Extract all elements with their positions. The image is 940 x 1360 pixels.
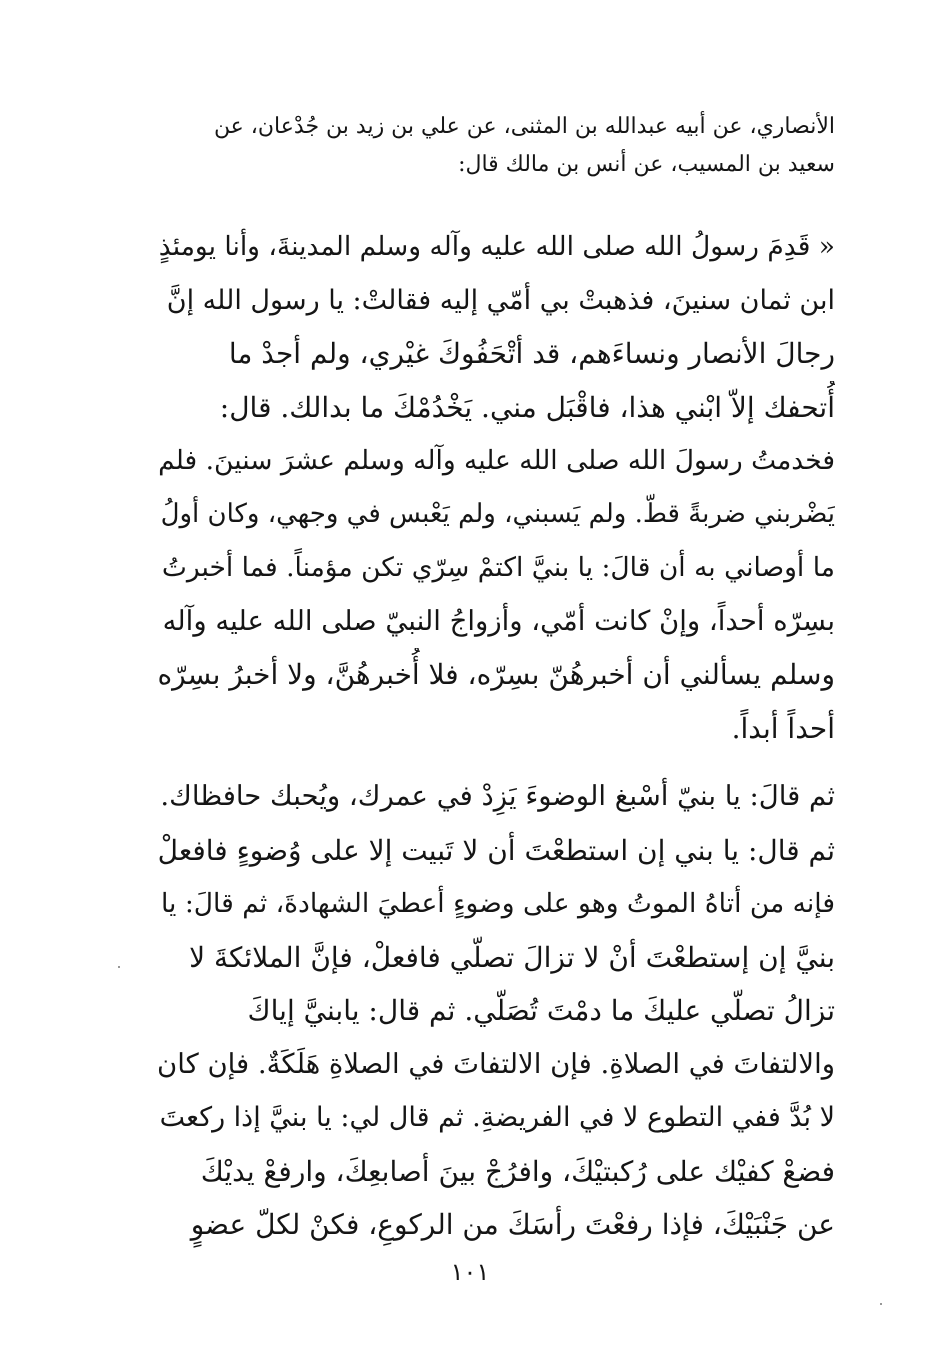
text-line: يَضْربني ضربةً قطّ. ولم يَسبني، ولم يَعْبس في وجهي، وكان أولُ [160,498,835,529]
text-line: فخدمتُ رسولَ الله صلى الله عليه وآله وسلم عشرَ سنينَ. فلم [158,445,835,476]
text-line: ثم قالَ: يا بنيّ أسْبغ الوضوءَ يَزِدْ في عمرك، ويُحبك حافظاك. [160,780,835,812]
scan-speck [880,1303,882,1305]
text-line: ابن ثمان سنينَ، فذهبتْ بي أمّي إليه فقالتْ: يا رسول الله إنَّ [166,284,835,316]
header-line: الأنصاري، عن أبيه عبدالله بن المثنى، عن علي بن زيد بن جُدْعان، عن [213,114,835,139]
text-line: ما أوصاني به أن قالَ: يا بنيَّ اكتمْ سِرّي تكن مؤمناً. فما أخبرتُ [161,552,835,583]
text-line: والالتفاتَ في الصلاةِ. فإن الالتفاتَ في الصلاةِ هَلَكَةٌ. فإن كان [157,1047,835,1080]
text-line: بنيَّ إن إستطعْتَ أنْ لا تزالَ تصلّي فافعلْ، فإنَّ الملائكةَ لا [189,940,835,974]
text-line: رجالَ الأنصار ونساءَهم، قد أتْحَفُوكَ غيْري، ولم أجدْ ما [228,337,835,370]
text-line: فإنه من أتاهُ الموتُ وهو على وضوءٍ أعطيَ الشهادةَ، ثم قالَ: يا [160,888,835,919]
page-number: ١٠١ [450,1258,490,1286]
text-line: لا بُدَّ ففي التطوع لا في الفريضةِ. ثم قال لي: يا بنيَّ إذا ركعتَ [159,1102,835,1133]
text-line: تزالُ تصلّي عليكَ ما دمْتَ تُصَلّي. ثم قال: يابنيَّ إياكَ [247,994,835,1027]
text-line: « قَدِمَ رسولُ الله صلى الله عليه وآله وسلم المدينةَ، وأنا يومئذٍ [158,231,835,262]
text-line: فضعْ كفيْك على رُكبتيْكَ، وافرُجْ بينَ أصابعِكَ، وارفعْ يديْكَ [200,1154,835,1188]
scan-speck [118,966,120,968]
isnad-header [155,108,835,184]
hadith-paragraph-1 [155,220,835,755]
text-line: ثم قال: يا بني إن استطعْتَ أن لا تَبيت إلا على وُضوءٍ فافعلْ [157,833,835,867]
header-line: سعيد بن المسيب، عن أنس بن مالك قال: [458,152,835,177]
text-line: أحداً أبداً. [731,711,835,745]
text-line: أُتحفك إلاّ ابْني هذا، فاقْبَل مني. يَخْدُمْكَ ما بدالك. قال: [219,390,835,424]
text-line: بسِرّه أحداً، وإنْ كانت أمّي، وأزواجُ النبيّ صلى الله عليه وآله [162,604,835,637]
text-line: وسلم يسألني أن أخبرهُنّ بسِرّه، فلا أُخبرهُنَّ، ولا أخبرُ بسِرّه [157,658,835,691]
text-line: عن جَنْبَيْكَ، فإذا رفعْتَ رأسَكَ من الركوعِ، فكنْ لكلّ عضوٍ [190,1208,835,1241]
hadith-paragraph-2 [155,770,835,1252]
